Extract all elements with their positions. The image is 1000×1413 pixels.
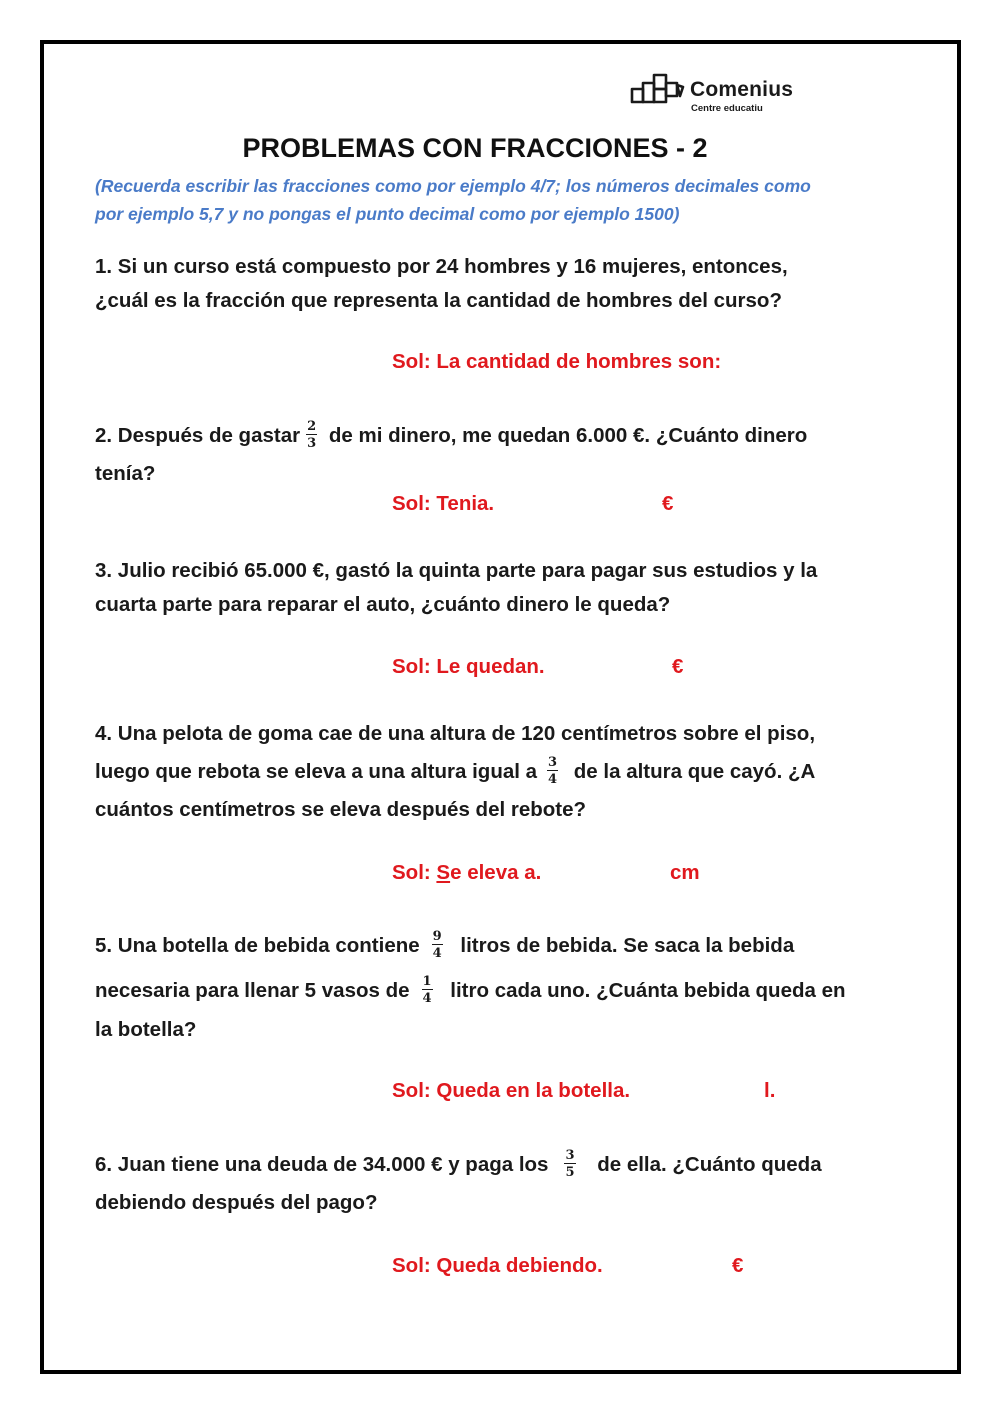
question-1-line-2: ¿cuál es la fracción que representa la cantidad de hombres del curso? xyxy=(95,289,782,312)
fraction-numerator: 3 xyxy=(548,754,558,770)
question-5-line-3: la botella? xyxy=(95,1018,197,1041)
solution-4-label-c: e eleva a. xyxy=(450,861,542,884)
question-4-line-2 xyxy=(95,753,910,791)
fraction-numerator: 2 xyxy=(307,418,317,434)
logo-name: Comenius xyxy=(690,78,794,101)
fraction-1-4 xyxy=(422,975,433,1005)
solution-6-label: Sol: Queda debiendo. xyxy=(392,1254,603,1277)
solution-5-unit: l. xyxy=(764,1079,776,1102)
fraction-2-3 xyxy=(306,420,317,450)
solution-6 xyxy=(392,1254,744,1278)
solution-3 xyxy=(392,655,684,679)
fraction-numerator: 9 xyxy=(432,928,442,944)
solution-5-label: Sol: Queda en la botella. xyxy=(392,1079,631,1102)
solution-2-label: Sol: Tenia. xyxy=(392,492,495,515)
solution-4-unit: cm xyxy=(670,861,700,884)
question-5-text-d: litro cada uno. ¿Cuánta bebida queda en xyxy=(450,979,846,1002)
fraction-denominator: 5 xyxy=(565,1164,575,1180)
instructions-note xyxy=(95,172,915,228)
fraction-numerator: 1 xyxy=(422,973,432,989)
question-3 xyxy=(95,554,910,622)
solution-4 xyxy=(392,861,700,885)
fraction-denominator: 4 xyxy=(548,771,558,787)
question-5-text-c: necesaria para llenar 5 vasos de xyxy=(95,979,410,1002)
question-2 xyxy=(95,417,910,493)
question-6-line-1 xyxy=(95,1146,910,1184)
question-5 xyxy=(95,923,910,1047)
solution-5 xyxy=(392,1079,776,1103)
question-5-line-2 xyxy=(95,968,910,1013)
solution-1: Sol: La cantidad de hombres son: xyxy=(392,350,722,373)
note-line-2: por ejemplo 5,7 y no pongas el punto decimal como por ejemplo 1500) xyxy=(95,204,680,224)
question-2-line-2: tenía? xyxy=(95,462,156,485)
question-5-text-a: 5. Una botella de bebida contiene xyxy=(95,934,420,957)
question-1 xyxy=(95,250,910,318)
note-line-1: (Recuerda escribir las fracciones como por ejemplo 4/7; los números decimales como xyxy=(95,176,811,196)
question-4-line-1: 4. Una pelota de goma cae de una altura de 120 centímetros sobre el piso, xyxy=(95,722,816,745)
question-6-text-a: 6. Juan tiene una deuda de 34.000 € y paga los xyxy=(95,1153,549,1176)
solution-3-label: Sol: Le quedan. xyxy=(392,655,545,678)
question-2-text-b: de mi dinero, me quedan 6.000 €. ¿Cuánto dinero xyxy=(328,424,808,447)
fraction-3-4 xyxy=(547,756,558,786)
solution-2-unit: € xyxy=(662,492,674,515)
question-5-line-1 xyxy=(95,923,910,968)
solution-4-label-a: Sol: xyxy=(392,861,437,884)
fraction-denominator: 4 xyxy=(422,990,432,1006)
question-3-line-2: cuarta parte para reparar el auto, ¿cuánto dinero le queda? xyxy=(95,593,671,616)
question-6-line-2: debiendo después del pago? xyxy=(95,1191,378,1214)
fraction-3-5 xyxy=(564,1149,575,1179)
fraction-denominator: 3 xyxy=(307,435,317,451)
question-6-text-b: de ella. ¿Cuánto queda xyxy=(597,1153,822,1176)
solution-6-unit: € xyxy=(732,1254,744,1277)
question-4-text-b: de la altura que cayó. ¿A xyxy=(573,760,816,783)
question-4 xyxy=(95,715,910,829)
solution-3-unit: € xyxy=(672,655,684,678)
question-1-line-1: 1. Si un curso está compuesto por 24 hombres y 16 mujeres, entonces, xyxy=(95,255,788,278)
question-4-text-a: luego que rebota se eleva a una altura igual a xyxy=(95,760,538,783)
question-3-line-1: 3. Julio recibió 65.000 €, gastó la quinta parte para pagar sus estudios y la xyxy=(95,559,818,582)
question-5-text-b: litros de bebida. Se saca la bebida xyxy=(460,934,795,957)
question-4-line-3: cuántos centímetros se eleva después del rebote? xyxy=(95,798,587,821)
logo-subtitle: Centre educatiu xyxy=(691,103,763,114)
fraction-numerator: 3 xyxy=(565,1147,575,1163)
comenius-logo xyxy=(630,73,810,117)
question-2-text-a: 2. Después de gastar xyxy=(95,424,301,447)
solution-2 xyxy=(392,492,674,516)
fraction-denominator: 4 xyxy=(432,945,442,961)
solution-4-label-b: S xyxy=(436,861,451,884)
logo-mark-icon xyxy=(630,73,688,113)
question-6 xyxy=(95,1146,910,1222)
page-title: PROBLEMAS CON FRACCIONES - 2 xyxy=(242,133,708,163)
fraction-9-4 xyxy=(432,930,443,960)
question-2-line-1 xyxy=(95,417,910,455)
